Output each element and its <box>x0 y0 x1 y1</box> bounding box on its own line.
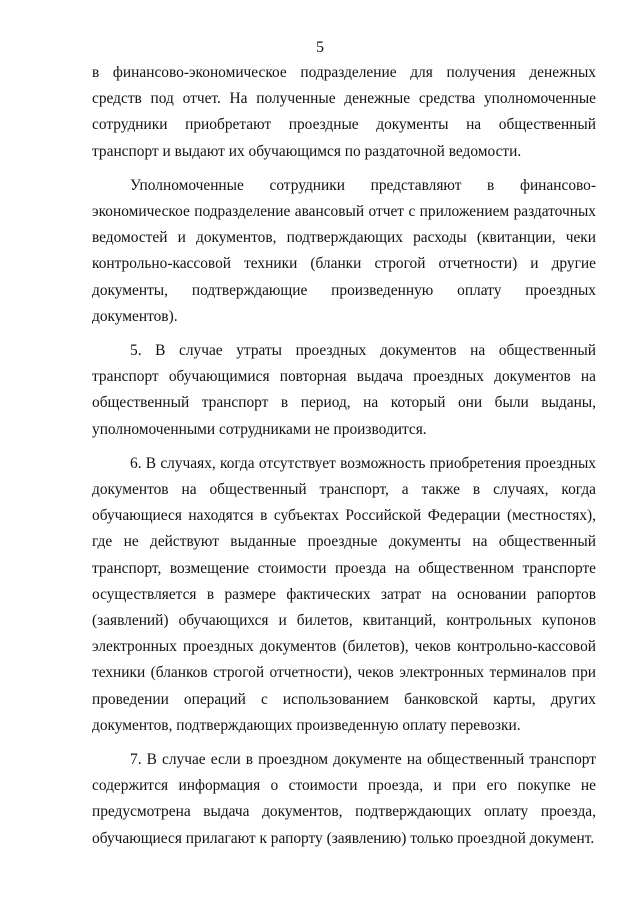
paragraph-item-5: 5. В случае утраты проездных документов на общественный транспорт обучающимися повторная выдача проездных документов на общественный транспорт в период, на который они были выданы, уполномоченными сотрудниками не производится. <box>92 342 596 438</box>
paragraph-continuation: в финансово-экономическое подразделение для получения денежных средств под отчет. На полученные денежные средства уполномоченные сотрудники приобретают проездные документы на общественный транспорт и выдают их обучающимся по раздаточной ведомости. <box>92 64 596 160</box>
paragraph-item-7: 7. В случае если в проездном документе на общественный транспорт содержится информация о стоимости проезда, и при его покупке не предусмотрена выдача документов, подтверждающих оплату проезда, обучающиеся прилагают к рапорту (заявлению) только проездной документ. <box>92 751 596 847</box>
document-body <box>92 60 596 852</box>
page-number: 5 <box>316 39 324 56</box>
paragraph-item-6: 6. В случаях, когда отсутствует возможность приобретения проездных документов на общественный транспорт, а также в случаях, когда обучающиеся находятся в субъектах Российской Федерации (местностях), где не действуют выданные проездные документы на общественный транспорт, возмещение стоимости проезда на общественном транспорте осуществляется в размере фактических затрат на основании рапортов (заявлений) обучающихся и билетов, квитанций, контрольных купонов электронных проездных документов (билетов), чеков контрольно-кассовой техники (бланков строгой отчетности), чеков электронных терминалов при проведении операций с использованием банковской карты, других документов, подтверждающих произведенную оплату перевозки. <box>92 454 596 734</box>
paragraph-advance-report: Уполномоченные сотрудники представляют в финансово-экономическое подразделение авансовый отчет с приложением раздаточных ведомостей и документов, подтверждающих расходы (квитанции, чеки контрольно-кассовой техники (бланки строгой отчетности) и другие документы, подтверждающие произведенную оплату проездных документов). <box>92 176 596 325</box>
